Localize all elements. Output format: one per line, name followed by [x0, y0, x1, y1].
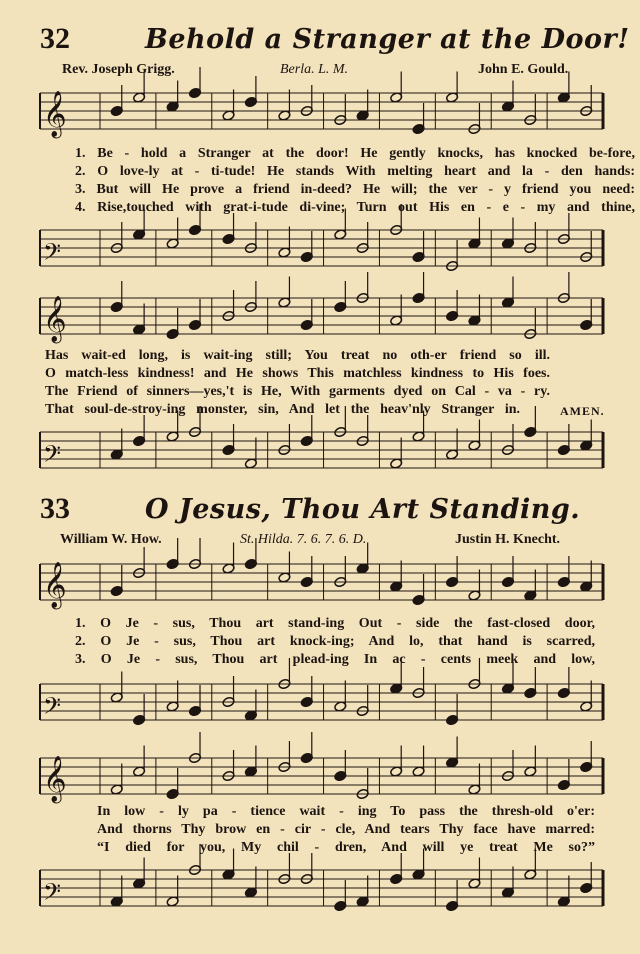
treble-staff [0, 556, 640, 616]
lyric-line: The Friend of sinners—yes,'t is He, With garments dyed on Cal - va - ry. [45, 384, 550, 399]
bass-clef-icon: 𝄢 [43, 692, 62, 725]
tune-name: St. Hilda. 7. 6. 7. 6. D. [240, 532, 367, 547]
bass-staff [0, 222, 640, 282]
bass-clef-icon: 𝄢 [43, 238, 62, 271]
lyric-line: 2. O Je - sus, Thou art knock-ing; And lo, that hand is scarred, [75, 634, 595, 649]
hymn-title: Behold a Stranger at the Door! [145, 24, 630, 55]
treble-clef-icon: 𝄞 [43, 562, 67, 608]
author-credit: William W. How. [60, 532, 162, 547]
treble-staff [0, 290, 640, 350]
lyric-line: Has wait-ed long, is wait-ing still; You treat no oth-er friend so ill. [45, 348, 550, 363]
treble-staff [0, 85, 640, 145]
author-credit: Rev. Joseph Grigg. [62, 62, 175, 77]
bass-staff [0, 862, 640, 922]
hymn-title: O Jesus, Thou Art Standing. [145, 494, 581, 525]
lyric-line: 3. O Je - sus, Thou art plead-ing In ac - cents meek and low, [75, 652, 595, 667]
composer-credit: John E. Gould. [478, 62, 569, 77]
hymn-number: 32 [40, 22, 70, 55]
lyric-line: O match-less kindness! and He shows This matchless kindness to His foes. [45, 366, 550, 381]
lyric-line: In low - ly pa - tience wait - ing To pass the thresh-old o'er: [97, 804, 595, 819]
lyric-line: 1. O Je - sus, Thou art stand-ing Out - side the fast-closed door, [75, 616, 595, 631]
bass-clef-icon: 𝄢 [43, 440, 62, 473]
hymn-number: 33 [40, 492, 70, 525]
lyric-line: 4. Rise,touched with grat-i-tude di-vine; Turn out His en - e - my and thine, [75, 200, 635, 215]
bass-staff [0, 676, 640, 736]
lyric-line: “I died for you, My chil - dren, And will ye treat Me so?” [97, 840, 595, 855]
tune-name: Berla. L. M. [280, 62, 349, 77]
lyric-line: 1. Be - hold a Stranger at the door! He gently knocks, has knocked be-fore, [75, 146, 635, 161]
composer-credit: Justin H. Knecht. [455, 532, 561, 547]
treble-clef-icon: 𝄞 [43, 756, 67, 802]
treble-clef-icon: 𝄞 [43, 91, 67, 137]
treble-clef-icon: 𝄞 [43, 296, 67, 342]
lyric-line: 3. But will He prove a friend in-deed? He will; the ver - y friend you need: [75, 182, 635, 197]
lyric-line: And thorns Thy brow en - cir - cle, And tears Thy face have marred: [97, 822, 595, 837]
lyric-line: That soul-de-stroy-ing monster, sin, And let the heav'nly Stranger in. [45, 402, 520, 417]
bass-clef-icon: 𝄢 [43, 878, 62, 911]
amen-marking: AMEN. [560, 404, 605, 418]
bass-staff [0, 424, 640, 484]
lyric-line: 2. O love-ly at - ti-tude! He stands With melting heart and la - den hands: [75, 164, 635, 179]
treble-staff [0, 750, 640, 810]
